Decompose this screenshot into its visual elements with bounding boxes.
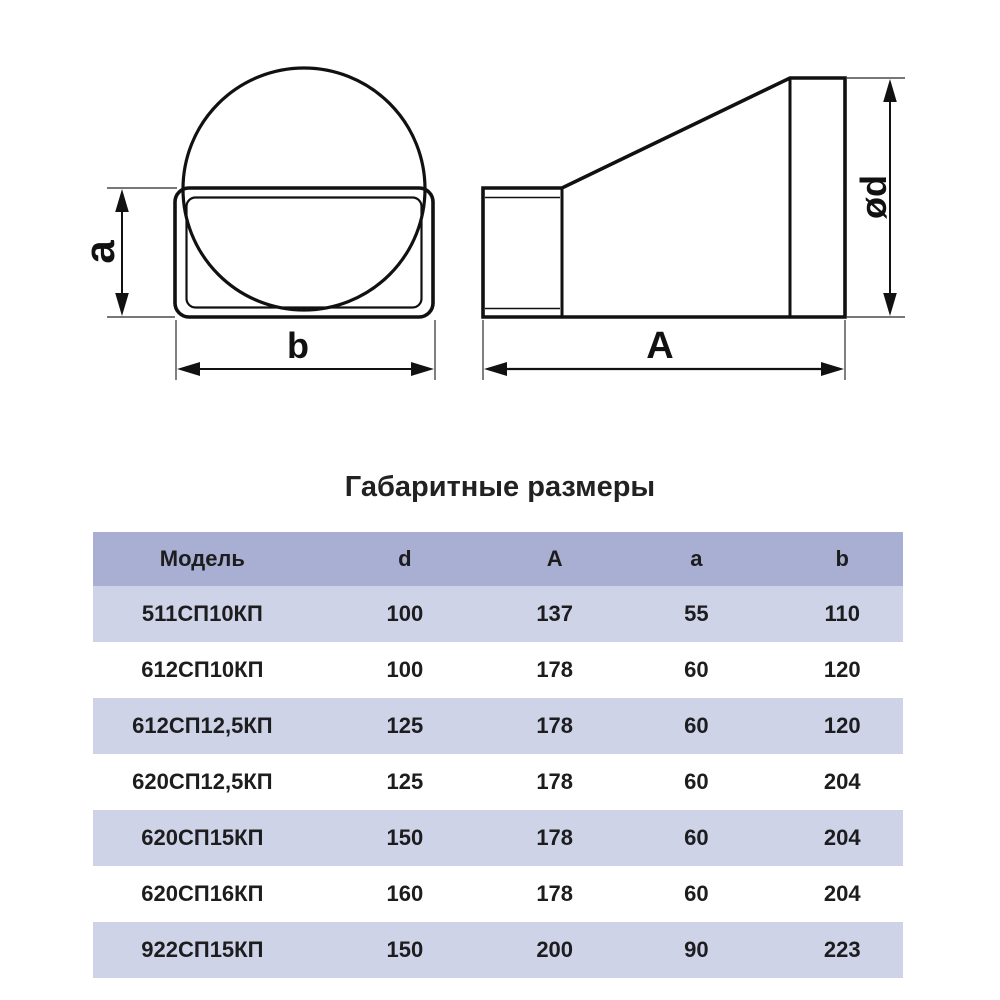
table-header-row	[93, 532, 903, 586]
value-cell: 150	[386, 825, 424, 850]
arrowhead-up-icon	[883, 79, 897, 102]
value-cell: 60	[684, 881, 709, 906]
arrowhead-down-icon	[115, 293, 129, 316]
value-cell: 120	[823, 713, 861, 738]
value-cell: 120	[823, 657, 861, 682]
dimension-a	[76, 188, 177, 317]
model-cell: 620СП16КП	[141, 881, 264, 906]
front-view	[76, 68, 435, 380]
dimension-b	[176, 320, 435, 380]
table-row	[93, 866, 903, 922]
value-cell: 100	[386, 657, 424, 682]
dimensions-table	[93, 532, 903, 978]
column-header-d: d	[398, 546, 412, 571]
column-header-model: Модель	[159, 546, 245, 571]
flat-duct-inner-outline	[187, 198, 422, 308]
table-row	[93, 698, 903, 754]
value-cell: 178	[536, 769, 574, 794]
value-cell: 150	[386, 937, 424, 962]
arrowhead-right-icon	[821, 362, 844, 376]
value-cell: 204	[823, 769, 861, 794]
dimension-b-label: b	[287, 325, 309, 366]
value-cell: 200	[536, 937, 574, 962]
value-cell: 178	[536, 825, 574, 850]
value-cell: 60	[684, 769, 709, 794]
column-header-a: a	[690, 546, 703, 571]
column-header-b: b	[835, 546, 849, 571]
value-cell: 125	[386, 769, 424, 794]
value-cell: 178	[536, 881, 574, 906]
table-body	[93, 586, 903, 978]
value-cell: 178	[536, 657, 574, 682]
value-cell: 60	[684, 713, 709, 738]
arrowhead-down-icon	[883, 293, 897, 316]
side-view	[483, 78, 905, 380]
dimension-A-label: A	[646, 325, 674, 367]
page-title: Габаритные размеры	[344, 471, 656, 503]
arrowhead-up-icon	[115, 189, 129, 212]
arrowhead-left-icon	[484, 362, 507, 376]
value-cell: 110	[824, 601, 860, 626]
value-cell: 90	[684, 937, 709, 962]
value-cell: 60	[684, 657, 709, 682]
dimension-d-label: ød	[853, 175, 894, 219]
value-cell: 204	[823, 881, 861, 906]
table-row	[93, 642, 903, 698]
technical-drawing	[0, 0, 1000, 430]
value-cell: 178	[536, 713, 574, 738]
model-cell: 612СП12,5КП	[132, 713, 273, 738]
value-cell: 137	[536, 601, 574, 626]
flat-duct-outer-outline	[175, 188, 433, 317]
table-row	[93, 586, 903, 642]
arrowhead-left-icon	[177, 362, 200, 376]
value-cell: 125	[386, 713, 424, 738]
value-cell: 100	[386, 601, 424, 626]
arrowhead-right-icon	[411, 362, 434, 376]
dimension-d	[847, 78, 905, 317]
value-cell: 204	[823, 825, 861, 850]
value-cell: 55	[684, 601, 709, 626]
table-row	[93, 754, 903, 810]
value-cell: 60	[684, 825, 709, 850]
model-cell: 511СП10КП	[141, 601, 263, 626]
model-cell: 620СП15КП	[141, 825, 264, 850]
table-row	[93, 922, 903, 978]
dimension-a-label: a	[76, 240, 123, 264]
model-cell: 922СП15КП	[141, 937, 264, 962]
model-cell: 612СП10КП	[141, 657, 264, 682]
value-cell: 160	[386, 881, 424, 906]
column-header-A: A	[546, 546, 563, 571]
table-row	[93, 810, 903, 866]
value-cell: 223	[823, 937, 861, 962]
dimension-A	[483, 320, 845, 380]
model-cell: 620СП12,5КП	[132, 769, 273, 794]
